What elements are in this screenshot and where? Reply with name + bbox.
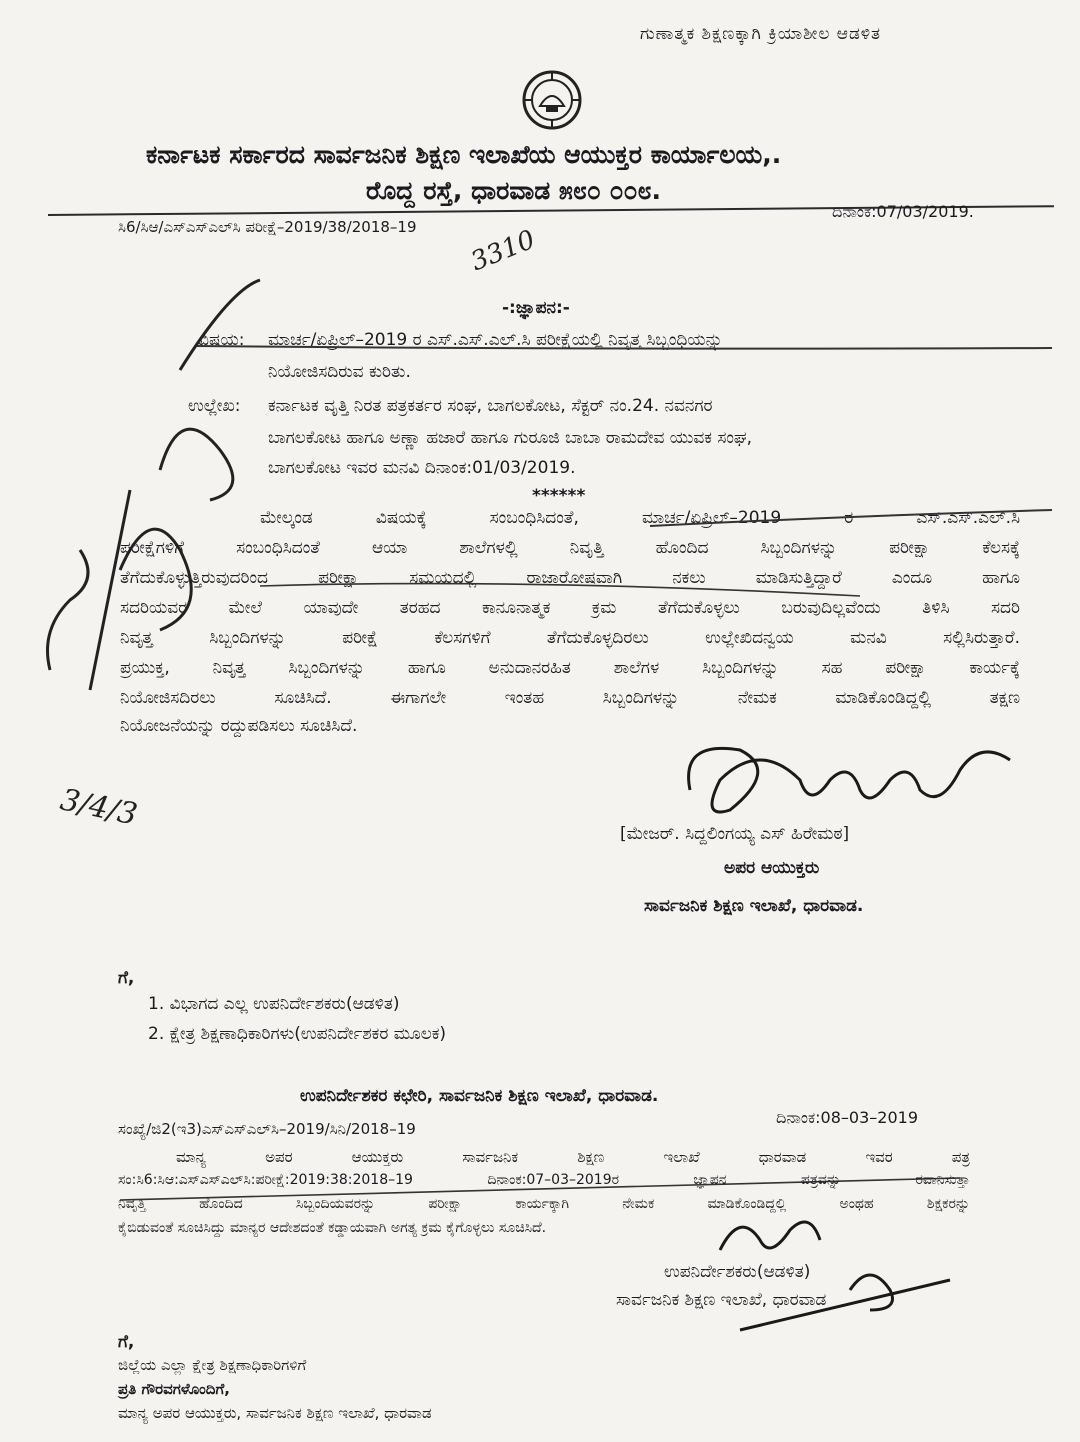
margin-number-handwritten: 3/4/3 (57, 782, 141, 833)
subject-label: ವಿಷಯ: (198, 330, 245, 350)
body-line-7: ನಿಯೋಜಿಸದಿರಲು ಸೂಚಿಸಿದೆ. ಈಗಾಗಲೇ ಇಂತಹ ಸಿಬ್ಬಂದಿಗಳನ್ನು ನೇಮಕ ಮಾಡಿಕೊಂಡಿದ್ದಲ್ಲಿ ತಕ್ಷಣ (120, 688, 1020, 708)
endorsement-line-1: ಮಾನ್ಯ ಅಪರ ಆಯುಕ್ತರು ಸಾರ್ವಜನಿಕ ಶಿಕ್ಷಣ ಇಲಾಖೆ ಧಾರವಾಡ ಇವರ ಪತ್ರ (176, 1148, 970, 1166)
office-title-line2: ರೊದ್ದ ರಸ್ತೆ, ಧಾರವಾಡ ೫೮೦ ೦೦೮. (366, 176, 662, 205)
body-line-6: ಪ್ರಯುಕ್ತ, ನಿವೃತ್ತ ಸಿಬ್ಬಂದಿಗಳನ್ನು ಹಾಗೂ ಅನುದಾನರಹಿತ ಶಾಲೆಗಳ ಸಿಬ್ಬಂದಿಗಳನ್ನು ಸಹ ಪರೀಕ್ಷಾ ಕಾರ್ಯಕ್ಕೆ (120, 658, 1020, 678)
deputy-director-signature (700, 1170, 960, 1350)
to-item-1: 1. ವಿಭಾಗದ ಎಲ್ಲ ಉಪನಿರ್ದೇಶಕರು(ಆಡಳಿತ) (148, 994, 400, 1014)
memo-title: -:ಜ್ಞಾಪನ:- (502, 298, 570, 318)
body-line-3: ತೆಗೆದುಕೊಳ್ಳುತ್ತಿರುವುದರಿಂದ ಪರೀಕ್ಷಾ ಸಮಯದಲ್ಲಿ ರಾಜಾರೋಷವಾಗಿ ನಕಲು ಮಾಡಿಸುತ್ತಿದ್ದಾರೆ ಎಂದೂ ಹಾಗೂ (120, 568, 1020, 588)
reference-line-2: ಬಾಗಲಕೋಟ ಹಾಗೂ ಅಣ್ಣಾ ಹಜಾರೆ ಹಾಗೂ ಗುರೂಜಿ ಬಾಬಾ ರಾಮದೇವ ಯುವಕ ಸಂಘ, (268, 428, 753, 448)
office-title-line1: ಕರ್ನಾಟಕ ಸರ್ಕಾರದ ಸಾರ್ವಜನಿಕ ಶಿಕ್ಷಣ ಇಲಾಖೆಯ ಆಯುಕ್ತರ ಕಾರ್ಯಾಲಯ,. (146, 140, 782, 169)
signatory-department: ಸಾರ್ವಜನಿಕ ಶಿಕ್ಷಣ ಇಲಾಖೆ, ಧಾರವಾಡ. (644, 896, 864, 916)
copy-label: ಪ್ರತಿ ಗೌರವಗಳೊಂದಿಗೆ, (118, 1380, 230, 1398)
body-line-2: ಪರೀಕ್ಷೆಗಳಿಗೆ ಸಂಬಂಧಿಸಿದಂತೆ ಆಯಾ ಶಾಲೆಗಳಲ್ಲಿ ನಿವೃತ್ತಿ ಹೊಂದಿದ ಸಿಬ್ಬಂದಿಗಳನ್ನು ಪರೀಕ್ಷಾ ಕೆಲಸಕ್ಕೆ (120, 538, 1020, 558)
to-item-2: 2. ಕ್ಷೇತ್ರ ಶಿಕ್ಷಣಾಧಿಕಾರಿಗಳು(ಉಪನಿರ್ದೇಶಕರ ಮೂಲಕ) (148, 1024, 447, 1044)
endorsement-line-4: ಕೈಬಿಡುವಂತೆ ಸೂಚಿಸಿದ್ದು ಮಾನ್ಯರ ಆದೇಶದಂತೆ ಕಡ್ಡಾಯವಾಗಿ ಅಗತ್ಯ ಕ್ರಮ ಕೈಗೊಳ್ಳಲು ಸೂಚಿಸಿದೆ. (118, 1220, 547, 1236)
commissioner-signature (670, 730, 1030, 830)
copy-to-line: ಜಿಲ್ಲೆಯ ಎಲ್ಲಾ ಕ್ಷೇತ್ರ ಶಿಕ್ಷಣಾಧಿಕಾರಿಗಳಿಗೆ (118, 1356, 307, 1374)
reference-line-3: ಬಾಗಲಕೋಟ ಇವರ ಮನವಿ ದಿನಾಂಕ:01/03/2019. (268, 458, 576, 478)
body-line-5: ನಿವೃತ್ತ ಸಿಬ್ಬಂದಿಗಳನ್ನು ಪರೀಕ್ಷೆ ಕೆಲಸಗಳಿಗೆ ತೆಗೆದುಕೊಳ್ಳದಿರಲು ಉಲ್ಲೇಖಿದನ್ವಯ ಮನವಿ ಸಲ್ಲಿಸಿರುತ್ತಾರೆ. (120, 628, 1020, 648)
endorsement-number: ಸಂಖ್ಯೆ/ಜಿ2(ಇ3)ಎಸ್‌ಎಸ್‌ಎಲ್‌ಸಿ–2019/ಸಿನಿ/2018–19 (118, 1120, 416, 1138)
endorsement-line-2: ಸಂ:ಸಿ6:ಸಿಆ:ಎಸ್‌ಎಸ್‌ಎಲ್‌ಸಿ:ಪರೀಕ್ಷೆ:2019:38:2018–19 ದಿನಾಂಕ:07–03–2019ರ ಜ್ಞಾಪನ ಪತ್ರವನ್ನು ರವಾನಿಸುತ್ತಾ (118, 1172, 970, 1188)
endorsement-line-3: ನಿವೃತ್ತಿ ಹೊಂದಿದ ಸಿಬ್ಬಂದಿಯವರನ್ನು ಪರೀಕ್ಷಾ ಕಾರ್ಯಕ್ಕಾಗಿ ನೇಮಕ ಮಾಡಿಕೊಂಡಿದ್ದಲ್ಲಿ ಅಂಥಹ ಶಿಕ್ಷಕರನ್ನು (118, 1196, 970, 1212)
endorsement-sign-department: ಸಾರ್ವಜನಿಕ ಶಿಕ್ಷಣ ಇಲಾಖೆ, ಧಾರವಾಡ (616, 1290, 827, 1310)
endorsement-sign-designation: ಉಪನಿರ್ದೇಶಕರು(ಆಡಳಿತ) (664, 1262, 811, 1282)
subject-line-1: ಮಾರ್ಚ/ಏಪ್ರಿಲ್–2019 ರ ಎಸ್.ಎಸ್.ಎಲ್.ಸಿ ಪರೀಕ್ಷೆಯಲ್ಲಿ ನಿವೃತ್ತ ಸಿಬ್ಬಂಧಿಯನ್ನು (268, 330, 723, 350)
endorsement-office: ಉಪನಿರ್ದೇಶಕರ ಕಛೇರಿ, ಸಾರ್ವಜನಿಕ ಶಿಕ್ಷಣ ಇಲಾಖೆ, ಧಾರವಾಡ. (300, 1086, 659, 1106)
reference-line-1: ಕರ್ನಾಟಕ ವೃತ್ತಿ ನಿರತ ಪತ್ರಕರ್ತರ ಸಂಘ, ಬಾಗಲಕೋಟ, ಸೆಕ್ಟರ್ ನಂ.24. ನವನಗರ (268, 396, 713, 416)
subject-line-2: ನಿಯೋಜಿಸದಿರುವ ಕುರಿತು. (268, 362, 411, 382)
reference-label: ಉಲ್ಲೇಖ: (188, 396, 241, 416)
header-motto: ಗುಣಾತ್ಮಕ ಶಿಕ್ಷಣಕ್ಕಾಗಿ ಕ್ರಿಯಾಶೀಲ ಆಡಳಿತ (640, 24, 882, 44)
endorsement-date: ದಿನಾಂಕ:08–03–2019 (776, 1108, 918, 1127)
signatory-name: [ಮೇಜರ್. ಸಿದ್ದಲಿಂಗಯ್ಯ ಎಸ್ ಹಿರೇಮಠ] (620, 824, 850, 844)
inward-number-handwritten: 3310 (466, 224, 540, 278)
margin-handwriting (10, 250, 290, 710)
copy-recipient: ಮಾನ್ಯ ಅಪರ ಆಯುಕ್ತರು, ಸಾರ್ವಜನಿಕ ಶಿಕ್ಷಣ ಇಲಾಖೆ, ಧಾರವಾಡ (118, 1404, 432, 1422)
signatory-designation: ಅಪರ ಆಯುಕ್ತರು (724, 858, 820, 878)
to-label: ಗೆ, (118, 968, 135, 988)
body-line-1: ಮೇಲ್ಕಂಡ ವಿಷಯಕ್ಕೆ ಸಂಬಂಧಿಸಿದಂತೆ, ಮಾರ್ಚ/ಏಪ್ರಿಲ್–2019 ರ ಎಸ್.ಎಸ್.ಎಲ್.ಸಿ (260, 508, 1020, 528)
reference-number: ಸಿ6/ಸಿಆ/ಎಸ್ಎಸ್ಎಲ್‌ಸಿ ಪರೀಕ್ಷೆ–2019/38/2018–19 (118, 218, 417, 236)
body-line-4: ಸದರಿಯವರ ಮೇಲೆ ಯಾವುದೇ ತರಹದ ಕಾನೂನಾತ್ಮಕ ಕ್ರಮ ತೆಗೆದುಕೊಳ್ಳಲು ಬರುವುದಿಲ್ಲವೆಂದು ತಿಳಿಸಿ ಸದರಿ (120, 598, 1020, 618)
copy-to-label: ಗೆ, (118, 1332, 135, 1352)
body-line-8: ನಿಯೋಜನೆಯನ್ನು ರದ್ದುಪಡಿಸಲು ಸೂಚಿಸಿದೆ. (120, 716, 358, 736)
memo-date: ದಿನಾಂಕ:07/03/2019. (832, 202, 974, 221)
separator: ****** (532, 486, 586, 506)
